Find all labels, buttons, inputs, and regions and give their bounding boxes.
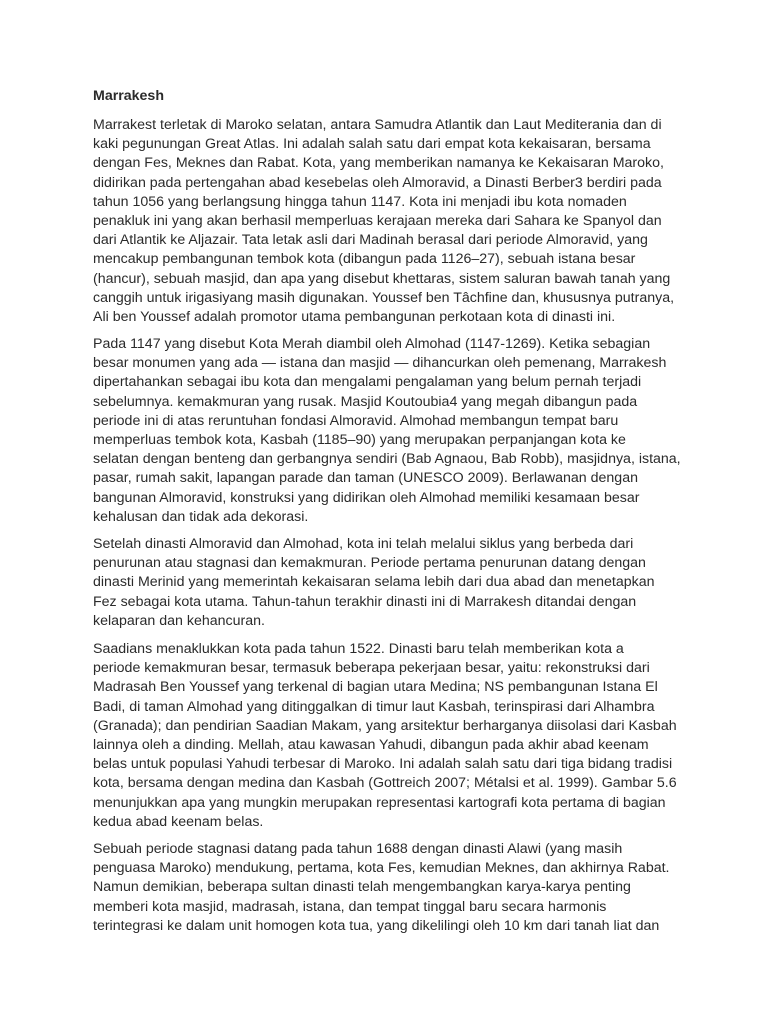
paragraph (93, 535, 683, 631)
paragraph-line: kota, bersama dengan medina dan Kasbah (Gottreich 2007; Métalsi et al. 1999). Gambar 5.6 (93, 775, 677, 792)
paragraph-line: didirikan pada pertengahan abad kesebelas oleh Almoravid, a Dinasti Berber3 berdiri pada (93, 174, 662, 191)
paragraph-line: terintegrasi ke dalam unit homogen kota tua, yang dikelilingi oleh 10 km dari tanah liat dan (93, 917, 660, 934)
paragraph-line: lainnya oleh a dinding. Mellah, atau kawasan Yahudi, dibangun pada akhir abad keenam (93, 737, 649, 754)
paragraph (93, 840, 683, 936)
paragraph-line: memperluas tembok kota, Kasbah (1185–90) yang merupakan perpanjangan kota ke (93, 432, 626, 449)
paragraph-line: besar monumen yang ada — istana dan masjid — dihancurkan oleh pemenang, Marrakesh (93, 355, 667, 372)
paragraph-line: selatan dengan benteng dan gerbangnya sendiri (Bab Agnaou, Bab Robb), masjidnya, istana, (93, 451, 681, 468)
paragraph-line: sebelumnya. kemakmuran yang rusak. Masjid Koutoubia4 yang megah dibangun pada (93, 393, 638, 410)
paragraph-line: periode ini di atas reruntuhan fondasi Almoravid. Almohad membangun tempat baru (93, 412, 619, 429)
paragraph-line: mencakup pembangunan tembok kota (dibangun pada 1126–27), sebuah istana besar (93, 251, 636, 268)
paragraph-line: Setelah dinasti Almoravid dan Almohad, kota ini telah melalui siklus yang berbeda dari (93, 536, 634, 552)
paragraph-line: dari Atlantik ke Aljazair. Tata letak asli dari Madinah berasal dari periode Almoravid, yang (93, 232, 648, 249)
paragraph-line: menunjukkan apa yang mungkin merupakan representasi kartografi kota pertama di bagian (93, 794, 666, 811)
paragraph (93, 116, 683, 327)
paragraph-line: belas untuk populasi Yahudi terbesar di Maroko. Ini adalah salah satu dari tiga bidang tradisi (93, 756, 673, 773)
paragraph-line: pasar, rumah sakit, lapangan parade dan taman (UNESCO 2009). Berlawanan dengan (93, 470, 638, 487)
paragraph-line: kelaparan dan kehancuran. (93, 612, 265, 629)
paragraph-line: dengan Fes, Meknes dan Rabat. Kota, yang memberikan namanya ke Kekaisaran Maroko, (93, 155, 664, 172)
paragraph-line: Badi, di taman Almohad yang ditinggalkan di timur laut Kasbah, terinspirasi dari Alhambra (93, 698, 655, 715)
paragraph-line: kaki pegunungan Great Atlas. Ini adalah salah satu dari empat kota kekaisaran, bersama (93, 136, 651, 153)
paragraph-line: Namun demikian, beberapa sultan dinasti telah mengembangkan karya-karya penting (93, 879, 631, 896)
paragraph-line: penguasa Maroko) mendukung, pertama, kota Fes, kemudian Meknes, dan akhirnya Rabat. (93, 860, 670, 877)
paragraph-line: Pada 1147 yang disebut Kota Merah diambil oleh Almohad (1147-1269). Ketika sebagian (93, 336, 651, 352)
paragraph-line: dinasti Merinid yang memerintah kekaisaran selama lebih dari dua abad dan menetapkan (93, 574, 655, 591)
paragraph-line: bangunan Almoravid, konstruksi yang didirikan oleh Almohad memiliki kesamaan besar (93, 489, 640, 506)
paragraph-line: Saadians menaklukkan kota pada tahun 1522. Dinasti baru telah memberikan kota a (93, 641, 624, 657)
paragraph-line: Ali ben Youssef adalah promotor utama pembangunan perkotaan kota di dinasti ini. (93, 309, 616, 326)
paragraph (93, 640, 683, 832)
paragraph-line: penurunan atau stagnasi dan kemakmuran. Periode pertama penurunan datang dengan (93, 555, 646, 572)
paragraph-line: periode kemakmuran besar, termasuk beberapa pekerjaan besar, yaitu: rekonstruksi dari (93, 660, 650, 677)
paragraph-line: (hancur), sebuah masjid, dan apa yang disebut khettaras, sistem saluran bawah tanah yang (93, 270, 671, 287)
paragraph-line: memberi kota masjid, madrasah, istana, dan tempat tinggal baru secara harmonis (93, 898, 607, 915)
paragraph-line: canggih untuk irigasiyang masih digunakan. Youssef ben Tâchfine dan, khususnya putranya, (93, 289, 675, 306)
paragraph-line: dipertahankan sebagai ibu kota dan mengalami pengalaman yang belum pernah terjadi (93, 374, 642, 391)
paragraph-line: tahun 1056 yang berlangsung hingga tahun 1147. Kota ini menjadi ibu kota nomaden (93, 193, 627, 210)
paragraph-line: kedua abad keenam belas. (93, 813, 264, 830)
paragraph-line: (Granada); dan pendirian Saadian Makam, yang arsitektur berharganya diisolasi dari Kasbah (93, 717, 677, 734)
paragraph-line: kehalusan dan tidak ada dekorasi. (93, 508, 309, 525)
document-title: Marrakesh (93, 88, 164, 104)
paragraph-line: Marrakest terletak di Maroko selatan, antara Samudra Atlantik dan Laut Mediterania dan di (93, 117, 662, 133)
paragraph-line: penakluk ini yang akan berhasil memperluas kerajaan mereka dari Sahara ke Spanyol dan (93, 213, 662, 230)
paragraph (93, 335, 683, 527)
paragraph-line: Sebuah periode stagnasi datang pada tahun 1688 dengan dinasti Alawi (yang masih (93, 841, 623, 857)
paragraph-line: Madrasah Ben Youssef yang terkenal di bagian utara Medina; NS pembangunan Istana El (93, 679, 658, 696)
paragraph-line: Fez sebagai kota utama. Tahun-tahun terakhir dinasti ini di Marrakesh ditandai dengan (93, 593, 637, 610)
